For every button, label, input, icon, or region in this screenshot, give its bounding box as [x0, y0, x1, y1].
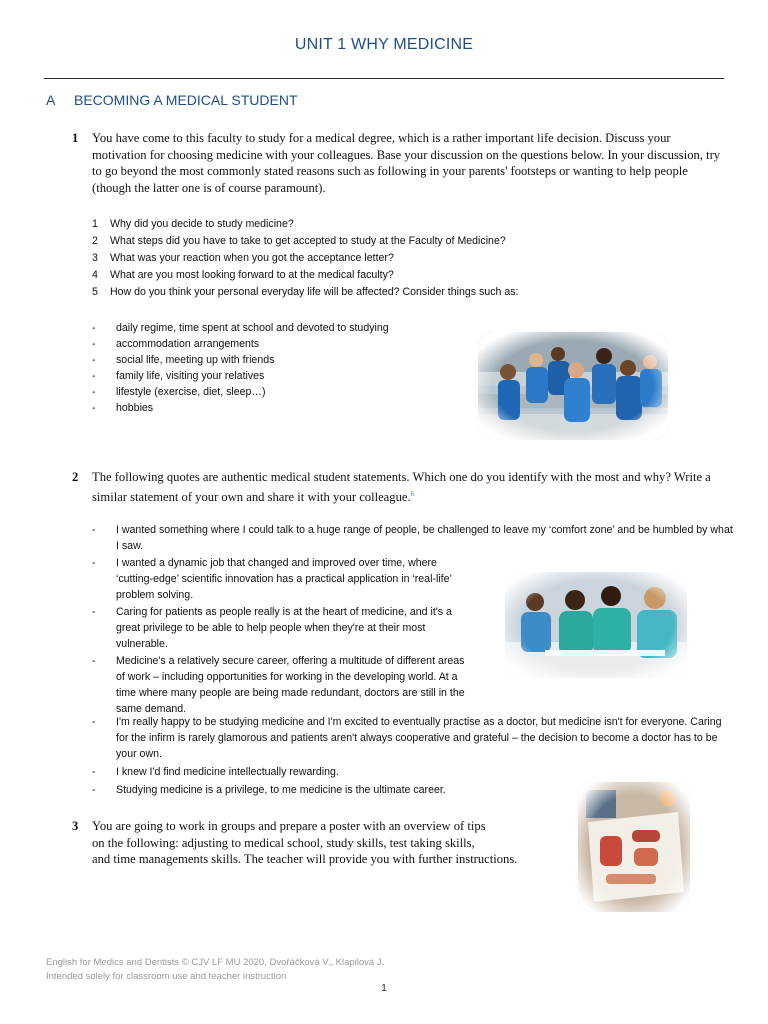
question-item: 2 What steps did you have to take to get accepted to study at the Faculty of Medicine?: [92, 235, 506, 247]
footer-copyright: English for Medics and Dentists © CJV LF MU 2020, Dvořáčková V., Klapilová J.: [46, 957, 385, 968]
discussion-questions: [92, 216, 518, 301]
quotes-list: [92, 522, 733, 717]
task-2: [72, 469, 722, 505]
task-3: [72, 818, 592, 868]
question-item: 5 How do you think your personal everyday life will be affected? Consider things such as:: [92, 286, 519, 298]
task-number: 3: [72, 819, 79, 833]
list-item: - accommodation arrangements: [92, 338, 260, 350]
header-divider: [44, 78, 724, 79]
quote-item: - Medicine's a relatively secure career, offering a multitude of different areas of work – including opportunities for working in the developing world. At a time where many people are being made redundant, doctors are still in the same demand.: [92, 655, 465, 715]
task-number: 2: [72, 470, 79, 484]
page-number: 1: [381, 983, 387, 994]
list-item: - daily regime, time spent at school and devoted to studying: [92, 322, 389, 334]
quote-item: - I wanted a dynamic job that changed and improved over time, where ‘cutting-edge’ scientific innovation has a practical application in ‘real-life’ problem solving.: [92, 557, 452, 601]
list-item: - hobbies: [92, 402, 154, 414]
life-aspects-list: [92, 320, 452, 416]
task-line: on the following: adjusting to medical school, study skills, test taking skills,: [92, 835, 475, 850]
task-number: 1: [72, 131, 79, 145]
list-item: - social life, meeting up with friends: [92, 354, 275, 366]
quote-item: - Studying medicine is a privilege, to me medicine is the ultimate career.: [92, 784, 446, 796]
question-item: 1 Why did you decide to study medicine?: [92, 218, 294, 230]
footnote-marker[interactable]: 6: [410, 489, 415, 498]
quote-item: - I knew I'd find medicine intellectually rewarding.: [92, 766, 339, 778]
students-in-scrubs-photo: [478, 332, 668, 440]
footer-usage-note: Intended solely for classroom use and teacher instruction: [46, 971, 287, 982]
quote-item: - I'm really happy to be studying medicine and I'm excited to eventually practise as a doctor, but medicine isn't for everyone. Caring for the infirm is rarely glamorous and patients aren't always cooperative and grateful – the decision to become a doctor has to be your own.: [92, 716, 722, 760]
quote-item: - I wanted something where I could talk to a huge range of people, be challenged to leave my ‘comfort zone’ and be humbled by what I saw.: [92, 524, 733, 552]
footer-credits: [46, 956, 384, 984]
task-line: and time managements skills. The teacher will provide you with further instructions.: [92, 852, 518, 867]
question-item: 4 What are you most looking forward to at the medical faculty?: [92, 269, 394, 281]
unit-title: UNIT 1 WHY MEDICINE: [294, 36, 474, 53]
section-title: BECOMING A MEDICAL STUDENT: [74, 92, 298, 108]
quote-item: - Caring for patients as people really is at the heart of medicine, and it's a great privilege to be able to help people when they're at their most vulnerable.: [92, 606, 452, 650]
list-item: - lifestyle (exercise, diet, sleep…): [92, 386, 266, 398]
task-instructions: The following quotes are authentic medical student statements. Which one do you identify with the most and why? Write a similar statement of your own and share it with your colleague.: [92, 470, 711, 504]
task-instructions: You have come to this faculty to study for a medical degree, which is a rather important life decision. Discuss your motivation for choosing medicine with your colleagues. Base your discussion on the questions below. In your discussion, try to go beyond the most commonly stated reasons such as following in your parents' footsteps or wanting to help people (though the latter one is of course paramount).: [92, 131, 721, 195]
task-line: You are going to work in groups and prepare a poster with an overview of tips: [92, 819, 486, 833]
task-1: [72, 130, 722, 196]
question-item: 3 What was your reaction when you got the acceptance letter?: [92, 252, 394, 264]
students-writing-photo: [505, 572, 687, 678]
section-letter: A: [46, 92, 56, 108]
list-item: - family life, visiting your relatives: [92, 370, 265, 382]
anatomy-books-photo: [578, 782, 690, 912]
section-heading: [46, 92, 298, 108]
